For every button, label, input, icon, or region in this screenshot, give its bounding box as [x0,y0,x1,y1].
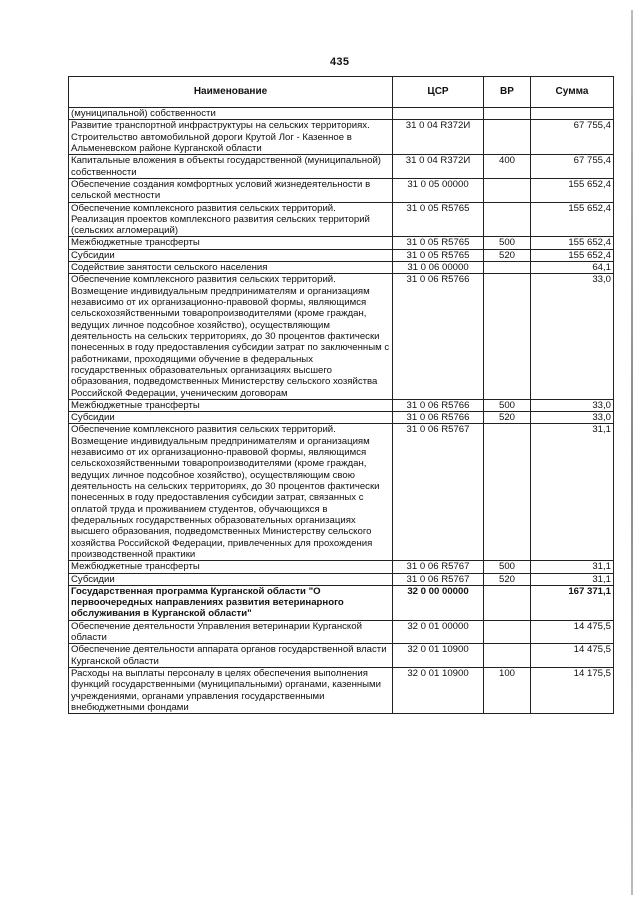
row-csr-cell: 31 0 05 R5765 [393,237,484,249]
row-vr-cell [484,108,531,120]
row-name-cell: Обеспечение комплексного развития сельских территорий. Возмещение индивидуальным предпринимателям и организациям независимо от их организационно-правовой формы, являющимся сельскохозяйственными товаропроизводителями (кроме граждан, ведущих личное подсобное хозяйство), осуществляющим свою деятельность на сельских территориях, до 30 процентов фактически понесенных в году предоставления субсидии затрат, связанных с оплатой труда и проживанием студентов, обучающихся в федеральных государственных образовательных организациях высшего образования, подведомственных Министерству сельского хозяйства Российской Федерации, привлеченных для прохождения производственной практики [69,424,393,561]
row-csr-cell: 32 0 01 10900 [393,644,484,668]
page-edge-shadow [631,10,633,895]
budget-table [68,76,614,714]
row-name-cell: Содействие занятости сельского населения [69,262,393,274]
table-row [69,644,614,668]
row-csr-cell: 31 0 06 R5766 [393,274,484,399]
row-vr-cell: 500 [484,399,531,411]
table-row [69,249,614,261]
row-csr-cell: 31 0 04 R372И [393,155,484,179]
row-sum-cell: 33,0 [531,274,614,399]
row-vr-cell [484,620,531,644]
row-sum-cell: 33,0 [531,412,614,424]
table-row [69,668,614,714]
row-vr-cell [484,262,531,274]
row-csr-cell: 32 0 01 10900 [393,668,484,714]
row-name-cell: Межбюджетные трансферты [69,561,393,573]
row-sum-cell: 14 475,5 [531,644,614,668]
table-row [69,202,614,237]
row-csr-cell: 31 0 06 R5767 [393,573,484,585]
row-sum-cell: 31,1 [531,573,614,585]
row-name-cell: Субсидии [69,573,393,585]
row-csr-cell: 31 0 04 R372И [393,120,484,155]
row-name-cell: Расходы на выплаты персоналу в целях обеспечения выполнения функций государственными (муниципальными) органами, казенными учреждениями, органами управления государственными внебюджетными фондами [69,668,393,714]
row-vr-cell: 520 [484,412,531,424]
row-name-cell: Межбюджетные трансферты [69,399,393,411]
row-name-cell: (муниципальной) собственности [69,108,393,120]
row-sum-cell: 14 475,5 [531,620,614,644]
row-vr-cell [484,644,531,668]
table-row [69,178,614,202]
row-sum-cell: 31,1 [531,561,614,573]
row-sum-cell: 155 652,4 [531,202,614,237]
row-vr-cell [484,424,531,561]
page-number: 435 [330,56,350,68]
row-vr-cell [484,202,531,237]
row-name-cell: Государственная программа Курганской области "О первоочередных направлениях развития ветеринарного обслуживания в Курганской области" [69,585,393,620]
row-vr-cell: 400 [484,155,531,179]
row-name-cell: Обеспечение деятельности Управления ветеринарии Курганской области [69,620,393,644]
row-vr-cell: 520 [484,573,531,585]
table-row [69,262,614,274]
row-name-cell: Субсидии [69,249,393,261]
row-csr-cell: 31 0 06 R5767 [393,561,484,573]
row-vr-cell: 100 [484,668,531,714]
table-row [69,237,614,249]
row-vr-cell: 520 [484,249,531,261]
header-csr: ЦСР [393,77,484,108]
row-vr-cell: 500 [484,561,531,573]
row-csr-cell [393,108,484,120]
row-sum-cell: 155 652,4 [531,178,614,202]
row-csr-cell: 32 0 00 00000 [393,585,484,620]
table-row [69,399,614,411]
row-sum-cell: 33,0 [531,399,614,411]
table-row [69,108,614,120]
row-name-cell: Обеспечение создания комфортных условий жизнедеятельности в сельской местности [69,178,393,202]
row-sum-cell: 67 755,4 [531,120,614,155]
row-name-cell: Обеспечение комплексного развития сельских территорий. Реализация проектов комплексного развития сельских территорий (сельских агломераций) [69,202,393,237]
table-row [69,573,614,585]
row-sum-cell: 155 652,4 [531,249,614,261]
table-row [69,424,614,561]
table-row [69,412,614,424]
row-name-cell: Капитальные вложения в объекты государственной (муниципальной) собственности [69,155,393,179]
row-csr-cell: 31 0 05 R5765 [393,202,484,237]
table-row [69,620,614,644]
row-csr-cell: 31 0 06 R5766 [393,412,484,424]
row-sum-cell: 167 371,1 [531,585,614,620]
row-vr-cell [484,274,531,399]
row-vr-cell [484,120,531,155]
header-vr: ВР [484,77,531,108]
table-row [69,274,614,399]
table-row [69,120,614,155]
row-name-cell: Обеспечение деятельности аппарата органов государственной власти Курганской области [69,644,393,668]
table-row [69,561,614,573]
row-csr-cell: 32 0 01 00000 [393,620,484,644]
table-header-row [69,77,614,108]
header-sum: Сумма [531,77,614,108]
row-name-cell: Субсидии [69,412,393,424]
row-csr-cell: 31 0 06 R5766 [393,399,484,411]
row-name-cell: Обеспечение комплексного развития сельских территорий. Возмещение индивидуальным предпринимателям и организациям независимо от их организационно-правовой формы, являющимся сельскохозяйственными товаропроизводителями (кроме граждан, ведущих личное подсобное хозяйство), осуществляющим деятельность на сельских территориях, до 30 процентов фактически понесенных в году предоставления субсидии затрат по заключенным с работниками, проходящими обучение в федеральных государственных образовательных организациях высшего образования, подведомственных Министерству сельского хозяйства Российской Федерации, ученическим договорам [69,274,393,399]
row-sum-cell: 14 175,5 [531,668,614,714]
row-csr-cell: 31 0 06 R5767 [393,424,484,561]
row-vr-cell [484,178,531,202]
row-sum-cell [531,108,614,120]
row-csr-cell: 31 0 06 00000 [393,262,484,274]
header-name: Наименование [69,77,393,108]
row-sum-cell: 31,1 [531,424,614,561]
row-name-cell: Развитие транспортной инфраструктуры на сельских территориях. Строительство автомобильной дороги Крутой Лог - Казенное в Альменевском районе Курганской области [69,120,393,155]
row-csr-cell: 31 0 05 00000 [393,178,484,202]
row-sum-cell: 67 755,4 [531,155,614,179]
row-sum-cell: 64,1 [531,262,614,274]
row-name-cell: Межбюджетные трансферты [69,237,393,249]
row-vr-cell: 500 [484,237,531,249]
table-row [69,585,614,620]
table-row [69,155,614,179]
row-sum-cell: 155 652,4 [531,237,614,249]
row-csr-cell: 31 0 05 R5765 [393,249,484,261]
row-vr-cell [484,585,531,620]
